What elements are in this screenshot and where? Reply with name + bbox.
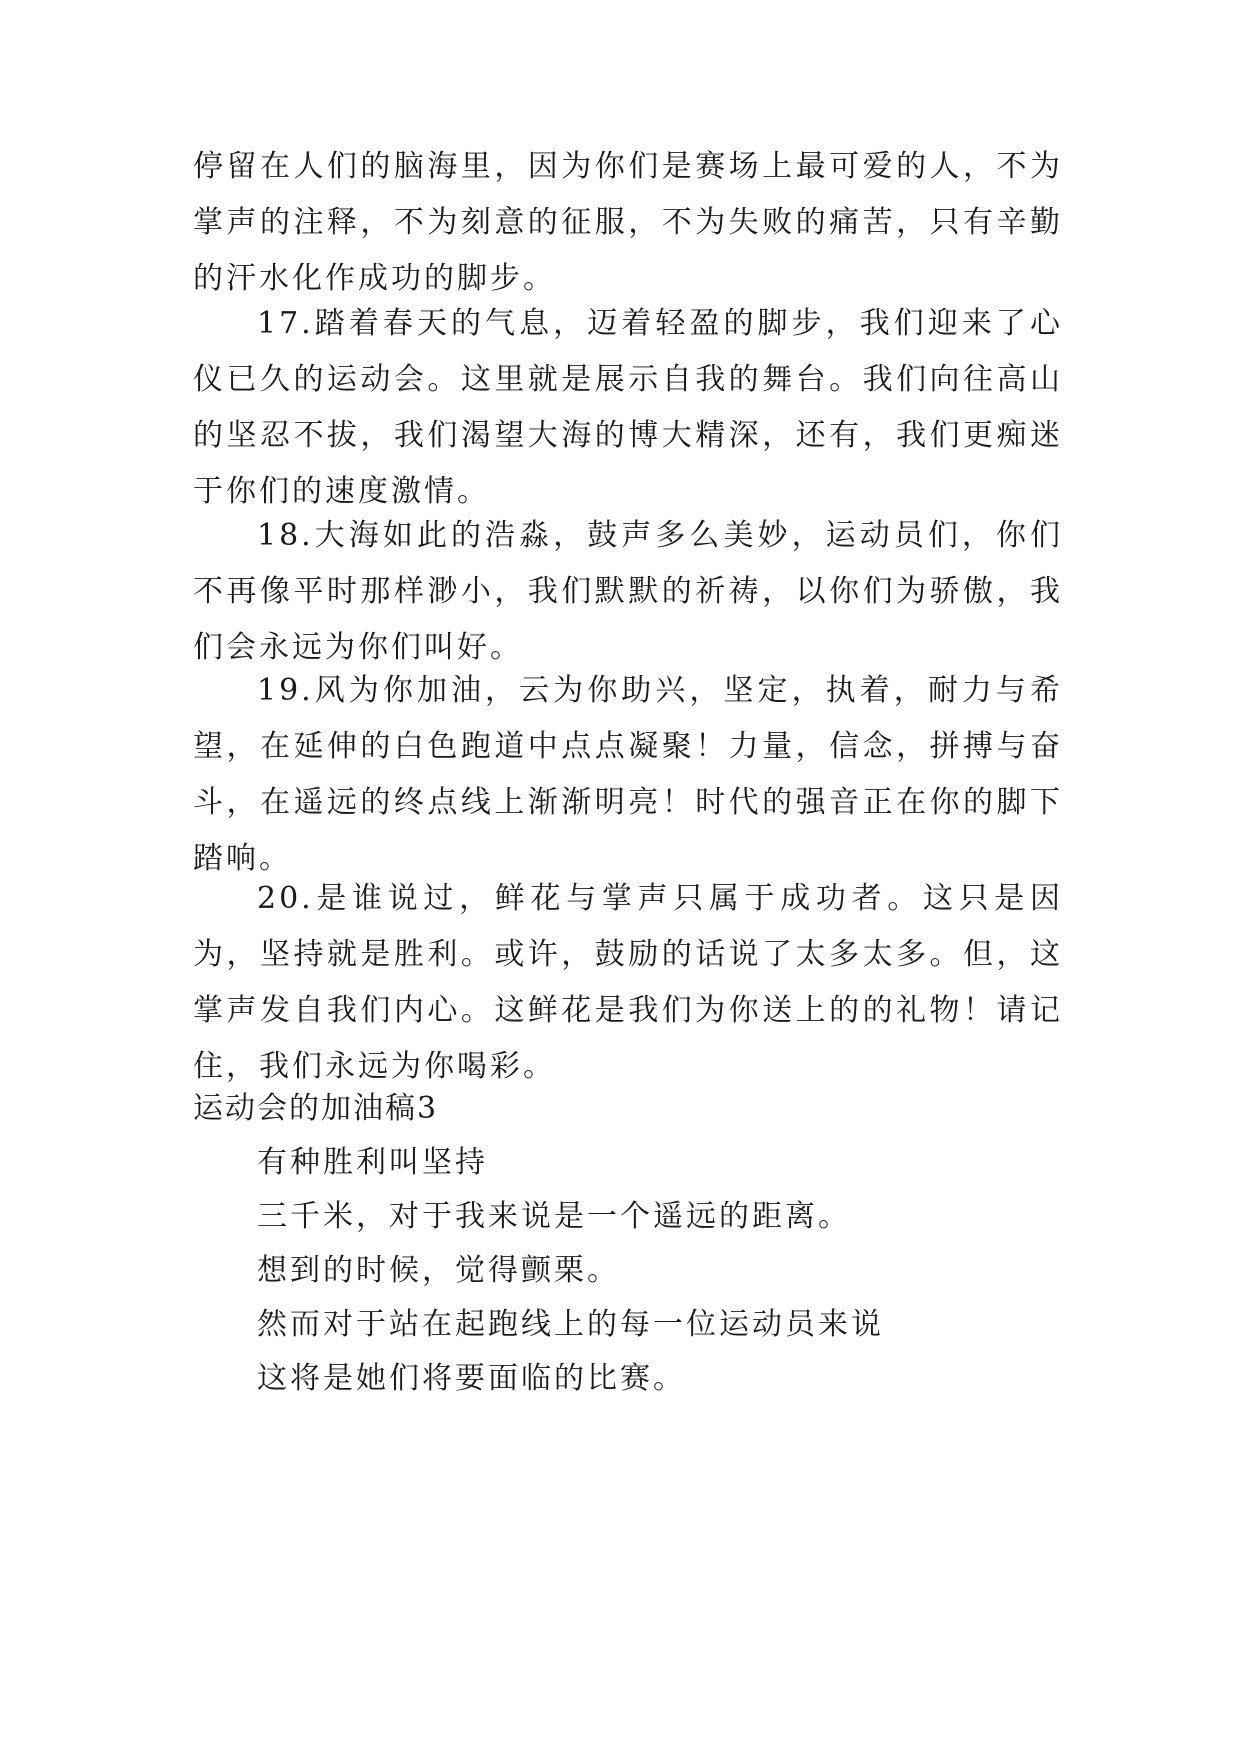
poem-line-3: 想到的时候，觉得颤栗。 xyxy=(257,1253,620,1288)
poem-line-4: 然而对于站在起跑线上的每一位运动员来说 xyxy=(257,1307,884,1342)
paragraph-17: 17.踏着春天的气息，迈着轻盈的脚步，我们迎来了心仪已久的运动会。这里就是展示自我的舞台。我们向往高山的坚忍不拔，我们渴望大海的博大精深，还有，我们更痴迷于你们的速度激情。 xyxy=(193,306,1063,509)
paragraph-continued: 停留在人们的脑海里，因为你们是赛场上最可爱的人，不为掌声的注释，不为刻意的征服，不为失败的痛苦，只有辛勤的汗水化作成功的脚步。 xyxy=(193,149,1063,296)
poem-line-1: 有种胜利叫坚持 xyxy=(257,1145,488,1180)
poem-line-2: 三千米，对于我来说是一个遥远的距离。 xyxy=(257,1199,851,1234)
paragraph-20: 20.是谁说过，鲜花与掌声只属于成功者。这只是因为，坚持就是胜利。或许，鼓励的话说了太多太多。但，这掌声发自我们内心。这鲜花是我们为你送上的的礼物！请记住，我们永远为你喝彩。 xyxy=(193,881,1063,1084)
paragraph-18: 18.大海如此的浩淼，鼓声多么美妙，运动员们，你们不再像平时那样渺小，我们默默的祈祷，以你们为骄傲，我们会永远为你们叫好。 xyxy=(193,518,1063,665)
section-heading: 运动会的加油稿3 xyxy=(193,1091,439,1126)
poem-line-5: 这将是她们将要面临的比赛。 xyxy=(257,1361,686,1396)
paragraph-19: 19.风为你加油，云为你助兴，坚定，执着，耐力与希望，在延伸的白色跑道中点点凝聚！力量，信念，拼搏与奋斗，在遥远的终点线上渐渐明亮！时代的强音正在你的脚下踏响。 xyxy=(193,673,1063,876)
